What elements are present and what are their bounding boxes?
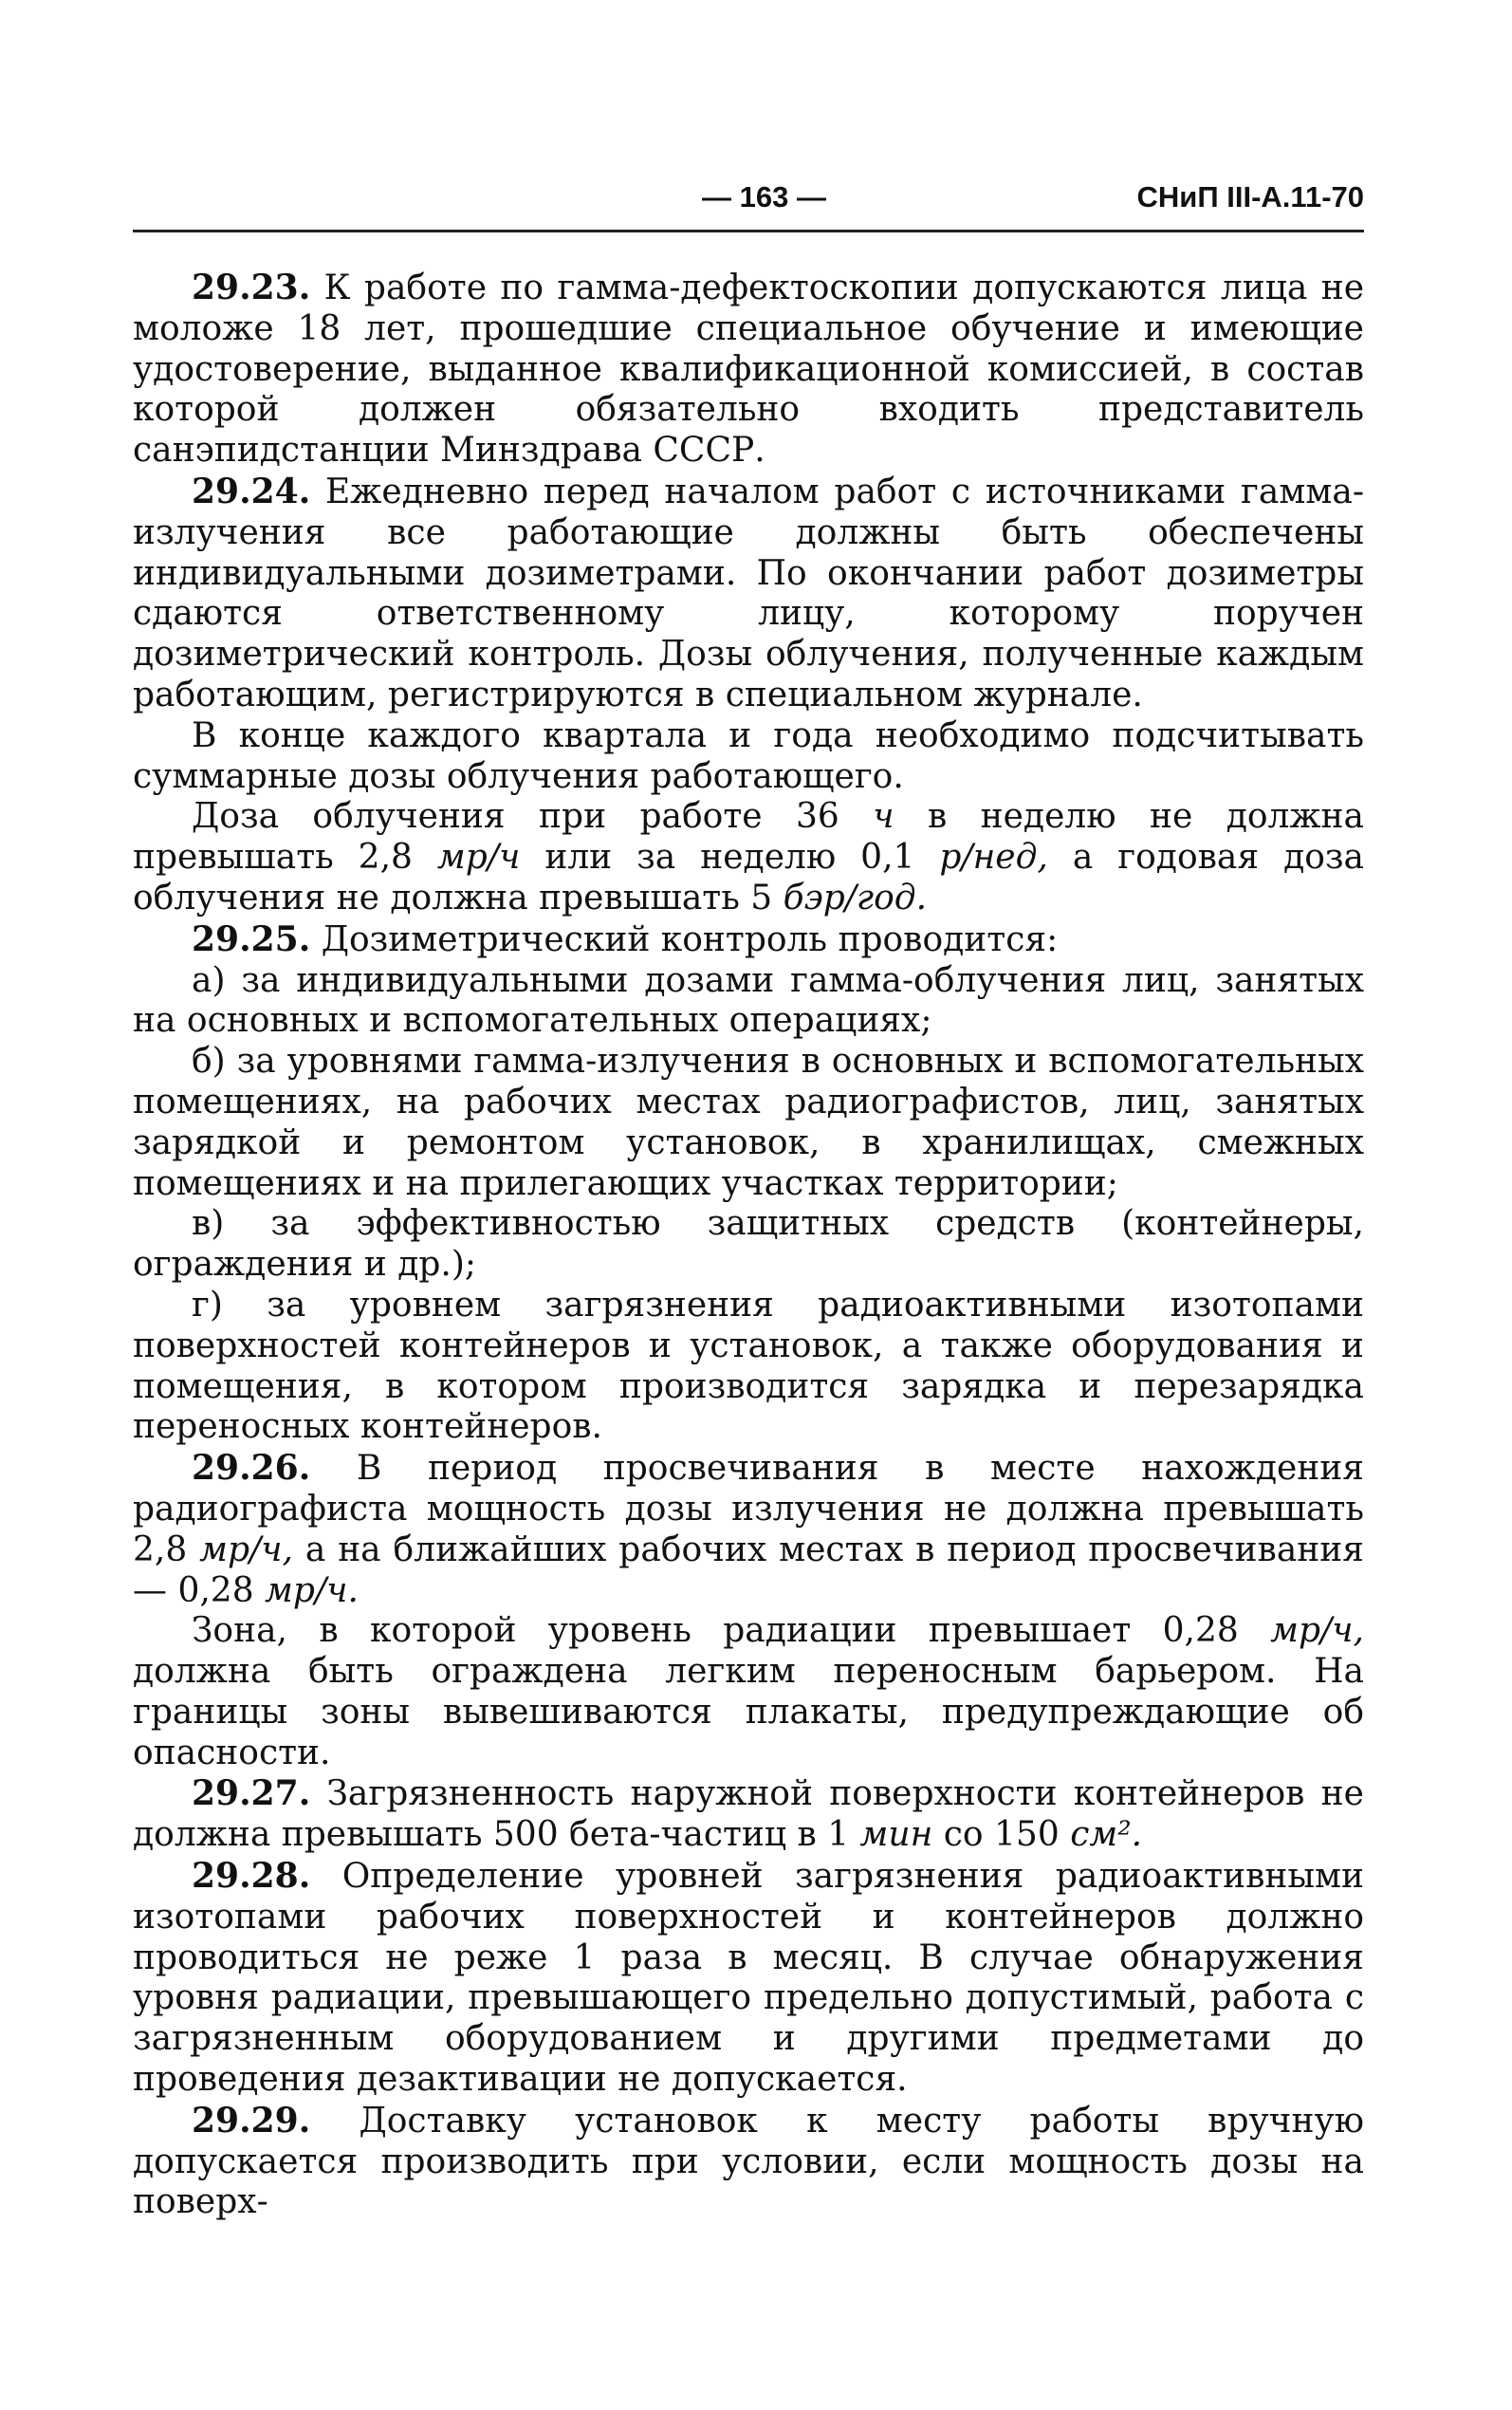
- paragraph-text: Определение уровней загрязнения радиоактивными изотопами рабочих поверхностей и контейнеров должно проводиться не реже 1 раза в месяц. В случае обнаружения уровня радиации, превышающего предельно допустимый, работа с загрязненным оборудованием и другими предметами до проведения дезактивации не допускается.: [133, 1857, 1364, 2100]
- paragraph-text: Дозиметрический контроль проводится:: [321, 919, 1059, 959]
- clause-number: 29.23.: [192, 268, 311, 307]
- paragraph-29-26: [133, 1448, 1364, 1611]
- list-item-a: [133, 961, 1364, 1043]
- unit-mr-per-h: мр/ч.: [265, 1570, 359, 1610]
- text-run: должна быть ограждена легким переносным барьером. На границы зоны вывешиваются плакаты, предупреждающие об опасности.: [133, 1652, 1364, 1772]
- clause-number: 29.26.: [192, 1448, 311, 1489]
- unit-mr-per-h: мр/ч,: [199, 1529, 293, 1569]
- unit-rem-per-year: бэр/год.: [783, 878, 928, 918]
- clause-number: 29.28.: [192, 1856, 311, 1897]
- document-code: СНиП III-А.11-70: [1136, 180, 1364, 213]
- paragraph-text: а) за индивидуальными дозами гамма-облучения лиц, занятых на основных и вспомогательных операциях;: [133, 960, 1364, 1041]
- header-rule: [133, 230, 1364, 232]
- document-body: [133, 268, 1364, 2223]
- text-run: со 150: [932, 1815, 1071, 1855]
- list-item-v: [133, 1204, 1364, 1286]
- text-run: или за неделю 0,1: [520, 838, 940, 878]
- page-header: [133, 180, 1364, 228]
- clause-number: 29.29.: [192, 2100, 311, 2141]
- unit-cm2: см².: [1070, 1815, 1143, 1855]
- paragraph-29-29: [133, 2101, 1364, 2223]
- paragraph-zone: [133, 1611, 1364, 1773]
- paragraph-text: б) за уровнями гамма-излучения в основных и вспомогательных помещениях, на рабочих местах радиографистов, лиц, занятых зарядкой и ремонтом установок, в хранилищах, смежных помещениях и на прилегающих участках территории;: [133, 1042, 1364, 1203]
- unit-mr-per-h: мр/ч,: [1270, 1611, 1364, 1651]
- paragraph-text: В конце каждого квартала и года необходимо подсчитывать суммарные дозы облучения работающего.: [133, 715, 1364, 796]
- clause-number: 29.25.: [192, 918, 311, 959]
- paragraph-quarterly: [133, 716, 1364, 798]
- unit-mr-per-h: мр/ч: [436, 838, 521, 878]
- text-run: а годовая доза облучения не должна превышать 5: [133, 838, 1364, 918]
- clause-number: 29.24.: [192, 471, 311, 511]
- text-run: Загрязненность наружной поверхности контейнеров не должна превышать 500 бета-частиц в 1: [133, 1774, 1364, 1855]
- text-run: а на ближайших рабочих местах в период просвечивания — 0,28: [133, 1529, 1364, 1610]
- paragraph-text: в) за эффективностью защитных средств (контейнеры, ограждения и др.);: [133, 1204, 1364, 1285]
- paragraph-dose-limits: [133, 797, 1364, 918]
- unit-r-per-week: р/нед,: [939, 838, 1048, 878]
- paragraph-text: Ежедневно перед началом работ с источниками гамма-излучения все работающие должны быть обеспечены индивидуальными дозиметрами. По окончании работ дозиметры сдаются ответственному лицу, которому поручен дозиметрический контроль. Дозы облучения, полученные каждым работающим, регистрируются в специальном журнале.: [133, 472, 1364, 714]
- paragraph-29-23: [133, 268, 1364, 472]
- list-item-g: [133, 1286, 1364, 1448]
- unit-minute: мин: [859, 1815, 933, 1855]
- paragraph-text: г) за уровнем загрязнения радиоактивными изотопами поверхностей контейнеров и установок, а также оборудования и помещения, в котором производится зарядка и перезарядка переносных контейнеров.: [133, 1285, 1364, 1447]
- text-run: Зона, в которой уровень радиации превышает 0,28: [192, 1611, 1271, 1651]
- paragraph-text: Доставку установок к месту работы вручную допускается производить при условии, если мощность дозы на поверх-: [133, 2101, 1364, 2222]
- paragraph-29-28: [133, 1856, 1364, 2101]
- paragraph-text: К работе по гамма-дефектоскопии допускаются лица не моложе 18 лет, прошедшие специальное обучение и имеющие удостоверение, выданное квалификационной комиссией, в состав которой должен обязательно входить представитель санэпидстанции Минздрава СССР.: [133, 269, 1364, 471]
- page-number: — 163 —: [702, 180, 826, 213]
- paragraph-29-25: [133, 919, 1364, 961]
- paragraph-29-27: [133, 1773, 1364, 1856]
- paragraph-29-24: [133, 472, 1364, 716]
- text-run: В период просвечивания в месте нахождения радиографиста мощность дозы излучения не должна превышать 2,8: [133, 1449, 1364, 1569]
- text-run: в неделю не должна превышать 2,8: [133, 797, 1364, 878]
- list-item-b: [133, 1042, 1364, 1204]
- clause-number: 29.27.: [192, 1773, 311, 1814]
- text-run: Доза облучения при работе 36: [192, 797, 874, 837]
- unit-hours: ч: [873, 797, 894, 837]
